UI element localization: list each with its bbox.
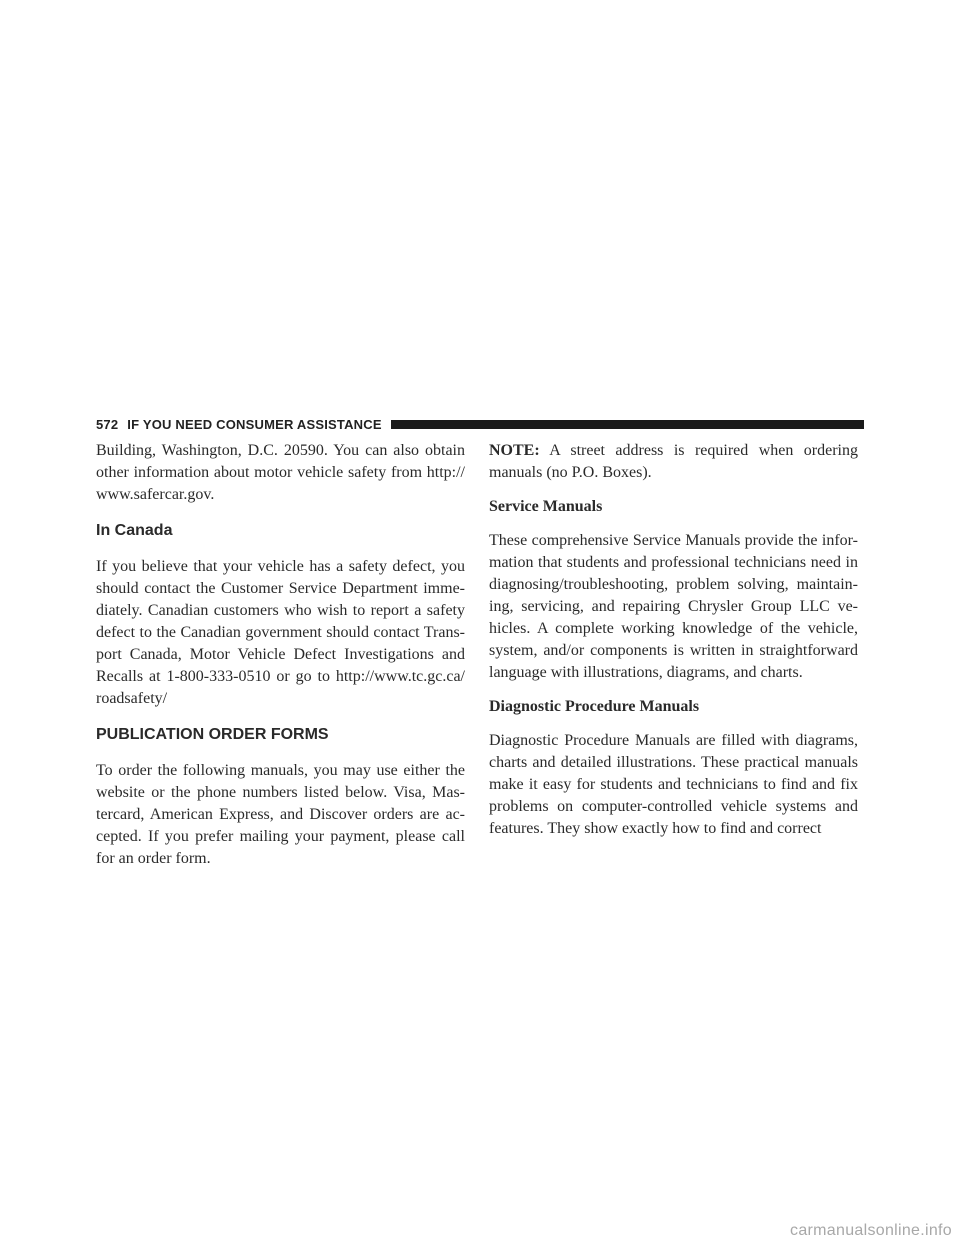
paragraph-order-forms: To order the following manuals, you may use either the website or the phone numbers listed below. Visa, Mas- tercard, American Express, and Discover orders are ac- cepted. If you prefer mailing your payment, please call for an order form. — [96, 762, 465, 867]
page-number: 572 — [96, 416, 119, 432]
paragraph-canada: If you believe that your vehicle has a safety defect, you should contact the Customer Service Department imme- diately. Canadian customers who wish to report a safety defect to the Canadian government should contact Trans- port Canada, Motor Vehicle Defect Investigations and Recalls at 1-800-333-0510 or go to http://www.tc.gc.ca/ roadsafety/ — [96, 558, 465, 707]
heading-in-canada: In Canada — [96, 522, 173, 539]
paragraph-service-manuals: These comprehensive Service Manuals provide the infor- mation that students and professional technicians need in diagnosing/troubleshooting, problem solving, maintain- ing, servicing, and repairing Chrysler Group LLC ve- hicles. A complete working knowledge of the vehicle, system, and/or components is written in straightforward language with illustrations, diagrams, and charts. — [489, 532, 858, 681]
header-rule — [391, 420, 864, 429]
note-paragraph — [489, 440, 858, 484]
paragraph-washington: Building, Washington, D.C. 20590. You can also obtain other information about motor vehicle safety from http:// www.safercar.gov. — [96, 442, 465, 503]
section-title: IF YOU NEED CONSUMER ASSISTANCE — [127, 416, 382, 432]
paragraph-diagnostic-manuals: Diagnostic Procedure Manuals are filled with diagrams, charts and detailed illustrations. These practical manuals make it easy for students and technicians to find and fix problems on computer-controlled vehicle systems and features. They show exactly how to find and correct — [489, 732, 858, 837]
note-text: A street address is required when ordering manuals (no P.O. Boxes). — [489, 442, 858, 481]
left-column — [96, 440, 465, 870]
heading-diagnostic-procedure-manuals: Diagnostic Procedure Manuals — [489, 698, 700, 715]
heading-service-manuals: Service Manuals — [489, 498, 603, 515]
watermark-text: carmanualsonline.info — [790, 1222, 952, 1239]
page-header — [96, 414, 864, 434]
note-label: NOTE: — [489, 442, 540, 459]
right-column — [489, 440, 858, 840]
heading-publication-order-forms: PUBLICATION ORDER FORMS — [96, 726, 329, 743]
